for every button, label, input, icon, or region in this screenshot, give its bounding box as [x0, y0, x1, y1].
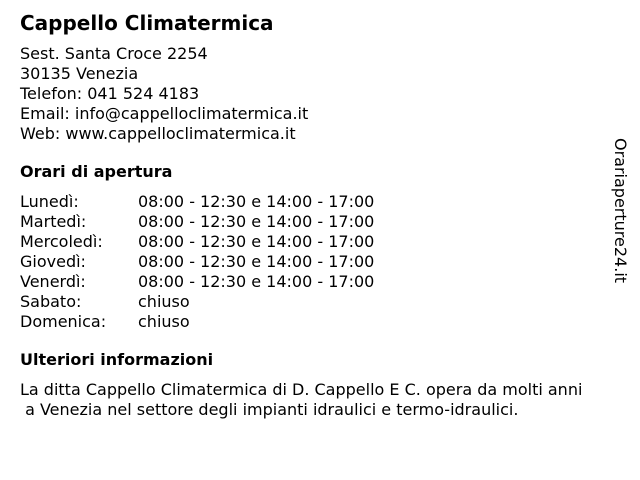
- description-line-2: a Venezia nel settore degli impianti idraulici e termo-idraulici.: [20, 400, 519, 419]
- watermark-text: Orariaperture24.it: [611, 138, 630, 284]
- hours-day-monday: Lunedì:: [20, 192, 79, 211]
- hours-row-sunday: [20, 312, 620, 332]
- hours-time-monday: 08:00 - 12:30 e 14:00 - 17:00: [138, 192, 375, 211]
- hours-row-wednesday: [20, 232, 620, 252]
- hours-row-monday: [20, 192, 620, 212]
- side-watermark: [600, 138, 640, 308]
- opening-hours-title: Orari di apertura: [20, 162, 173, 181]
- hours-day-tuesday: Martedì:: [20, 212, 87, 231]
- hours-day-wednesday: Mercoledì:: [20, 232, 103, 251]
- hours-row-thursday: [20, 252, 620, 272]
- hours-time-thursday: 08:00 - 12:30 e 14:00 - 17:00: [138, 252, 375, 271]
- business-name: Cappello Climatermica: [20, 11, 274, 35]
- description-line-1: La ditta Cappello Climatermica di D. Cappello E C. opera da molti anni: [20, 380, 583, 399]
- hours-time-saturday: chiuso: [138, 292, 190, 311]
- address-line-1: Sest. Santa Croce 2254: [20, 44, 208, 63]
- hours-row-saturday: [20, 292, 620, 312]
- additional-info-title: Ulteriori informazioni: [20, 350, 214, 369]
- business-card: [20, 10, 620, 420]
- hours-time-sunday: chiuso: [138, 312, 190, 331]
- email-line: Email: info@cappelloclimatermica.it: [20, 104, 309, 123]
- hours-row-friday: [20, 272, 620, 292]
- hours-time-tuesday: 08:00 - 12:30 e 14:00 - 17:00: [138, 212, 375, 231]
- hours-day-sunday: Domenica:: [20, 312, 107, 331]
- hours-row-tuesday: [20, 212, 620, 232]
- hours-day-friday: Venerdì:: [20, 272, 86, 291]
- phone-line: Telefon: 041 524 4183: [20, 84, 200, 103]
- hours-day-saturday: Sabato:: [20, 292, 82, 311]
- address-line-2: 30135 Venezia: [20, 64, 139, 83]
- hours-time-wednesday: 08:00 - 12:30 e 14:00 - 17:00: [138, 232, 375, 251]
- hours-time-friday: 08:00 - 12:30 e 14:00 - 17:00: [138, 272, 375, 291]
- hours-day-thursday: Giovedì:: [20, 252, 86, 271]
- web-line: Web: www.cappelloclimatermica.it: [20, 124, 296, 143]
